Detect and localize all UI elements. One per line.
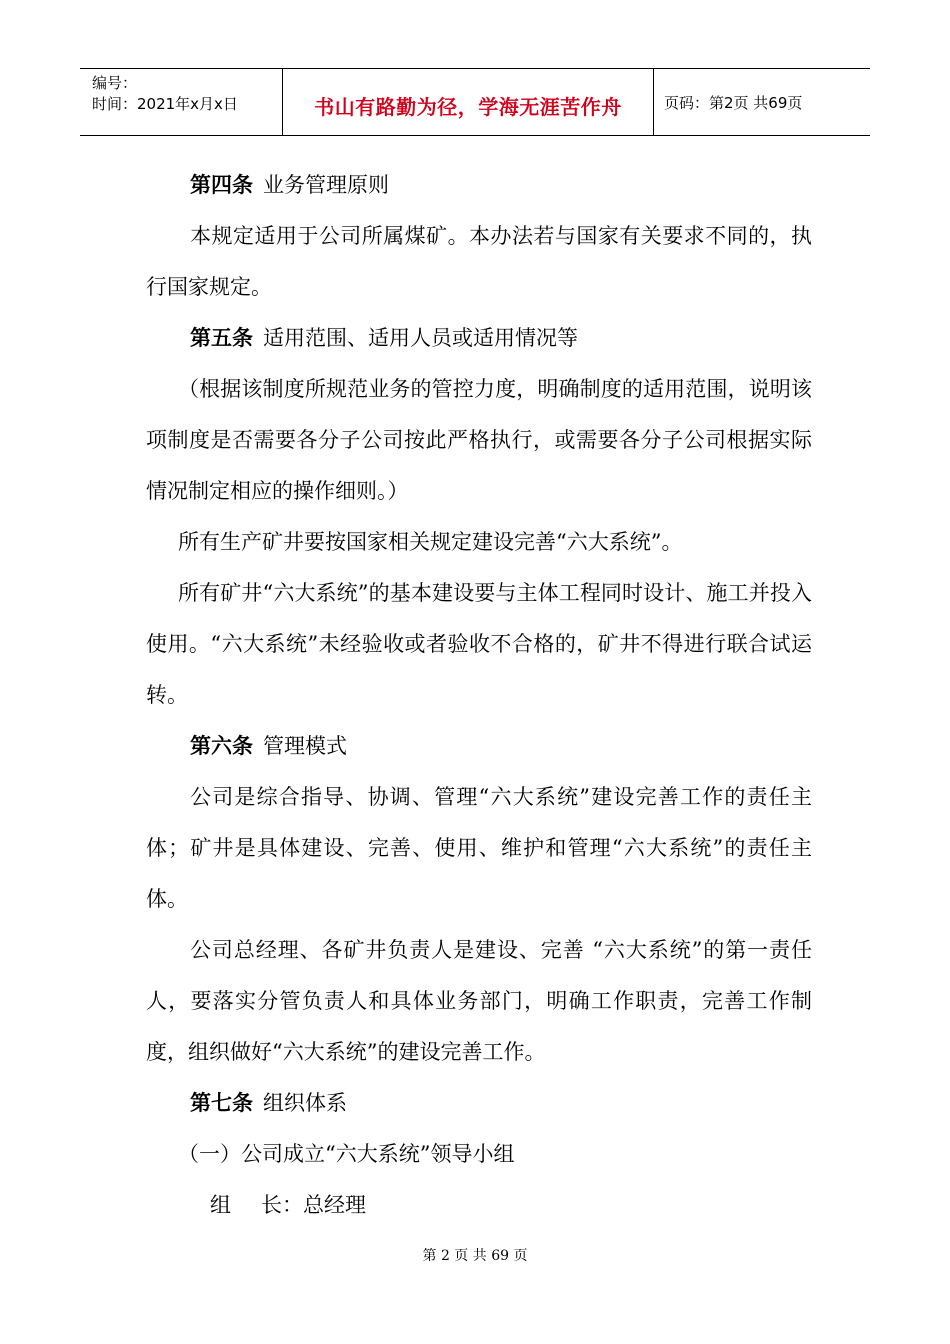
header-page-info: 页码：第2页 共69页 [664,93,803,112]
article-5-heading [146,313,812,364]
header-motto: 书山有路勤为径，学海无涯苦作舟 [314,94,622,119]
article-7-number: 第七条 [190,1091,253,1115]
group-leader-label-b: 长： [261,1193,303,1217]
article-4-paragraph-1: 本规定适用于公司所属煤矿。本办法若与国家有关要求不同的，执行国家规定。 [146,224,812,299]
page-header [80,68,870,136]
article-5-title: 适用范围、适用人员或适用情况等 [263,326,578,350]
document-number-label: 编号： [92,74,138,92]
group-leader-line [146,1180,812,1231]
document-body [146,160,812,1231]
article-4-heading [146,160,812,211]
article-6-paragraph-2: 公司总经理、各矿井负责人是建设、完善 “六大系统”的第一责任人，要落实分管负责人和具体业务部门，明确工作职责，完善工作制度，组织做好“六大系统”的建设完善工作。 [146,938,812,1064]
article-6-title: 管理模式 [263,734,347,758]
article-7-heading [146,1078,812,1129]
article-4-title: 业务管理原则 [263,173,389,197]
article-7-paragraph-1: （一）公司成立“六大系统”领导小组 [178,1142,515,1166]
header-page-cell [654,69,870,135]
header-motto-cell [283,69,654,135]
article-6-number: 第六条 [190,734,253,758]
article-5-paragraph-2: 所有生产矿井要按国家相关规定建设完善“六大系统”。 [178,530,683,554]
article-7-title: 组织体系 [263,1091,347,1115]
article-6-paragraph-1: 公司是综合指导、协调、管理“六大系统”建设完善工作的责任主体；矿井是具体建设、完善、使用、维护和管理“六大系统”的责任主体。 [146,785,812,911]
article-5-paragraph-1: （根据该制度所规范业务的管控力度，明确制度的适用范围，说明该项制度是否需要各分子公司按此严格执行，或需要各分子公司根据实际情况制定相应的操作细则。） [146,377,812,503]
group-leader-value: 总经理 [303,1193,366,1217]
group-leader-label-a: 组 [210,1193,231,1217]
article-5-paragraph-3: 所有矿井“六大系统”的基本建设要与主体工程同时设计、施工并投入使用。“六大系统”未经验收或者验收不合格的，矿井不得进行联合试运转。 [146,581,812,707]
article-4-number: 第四条 [190,173,253,197]
page-footer: 第 2 页 共 69 页 [422,1248,528,1264]
header-meta-cell [80,69,283,135]
article-6-heading [146,721,812,772]
article-5-number: 第五条 [190,326,253,350]
document-date: 时间：2021年x月x日 [92,95,238,113]
